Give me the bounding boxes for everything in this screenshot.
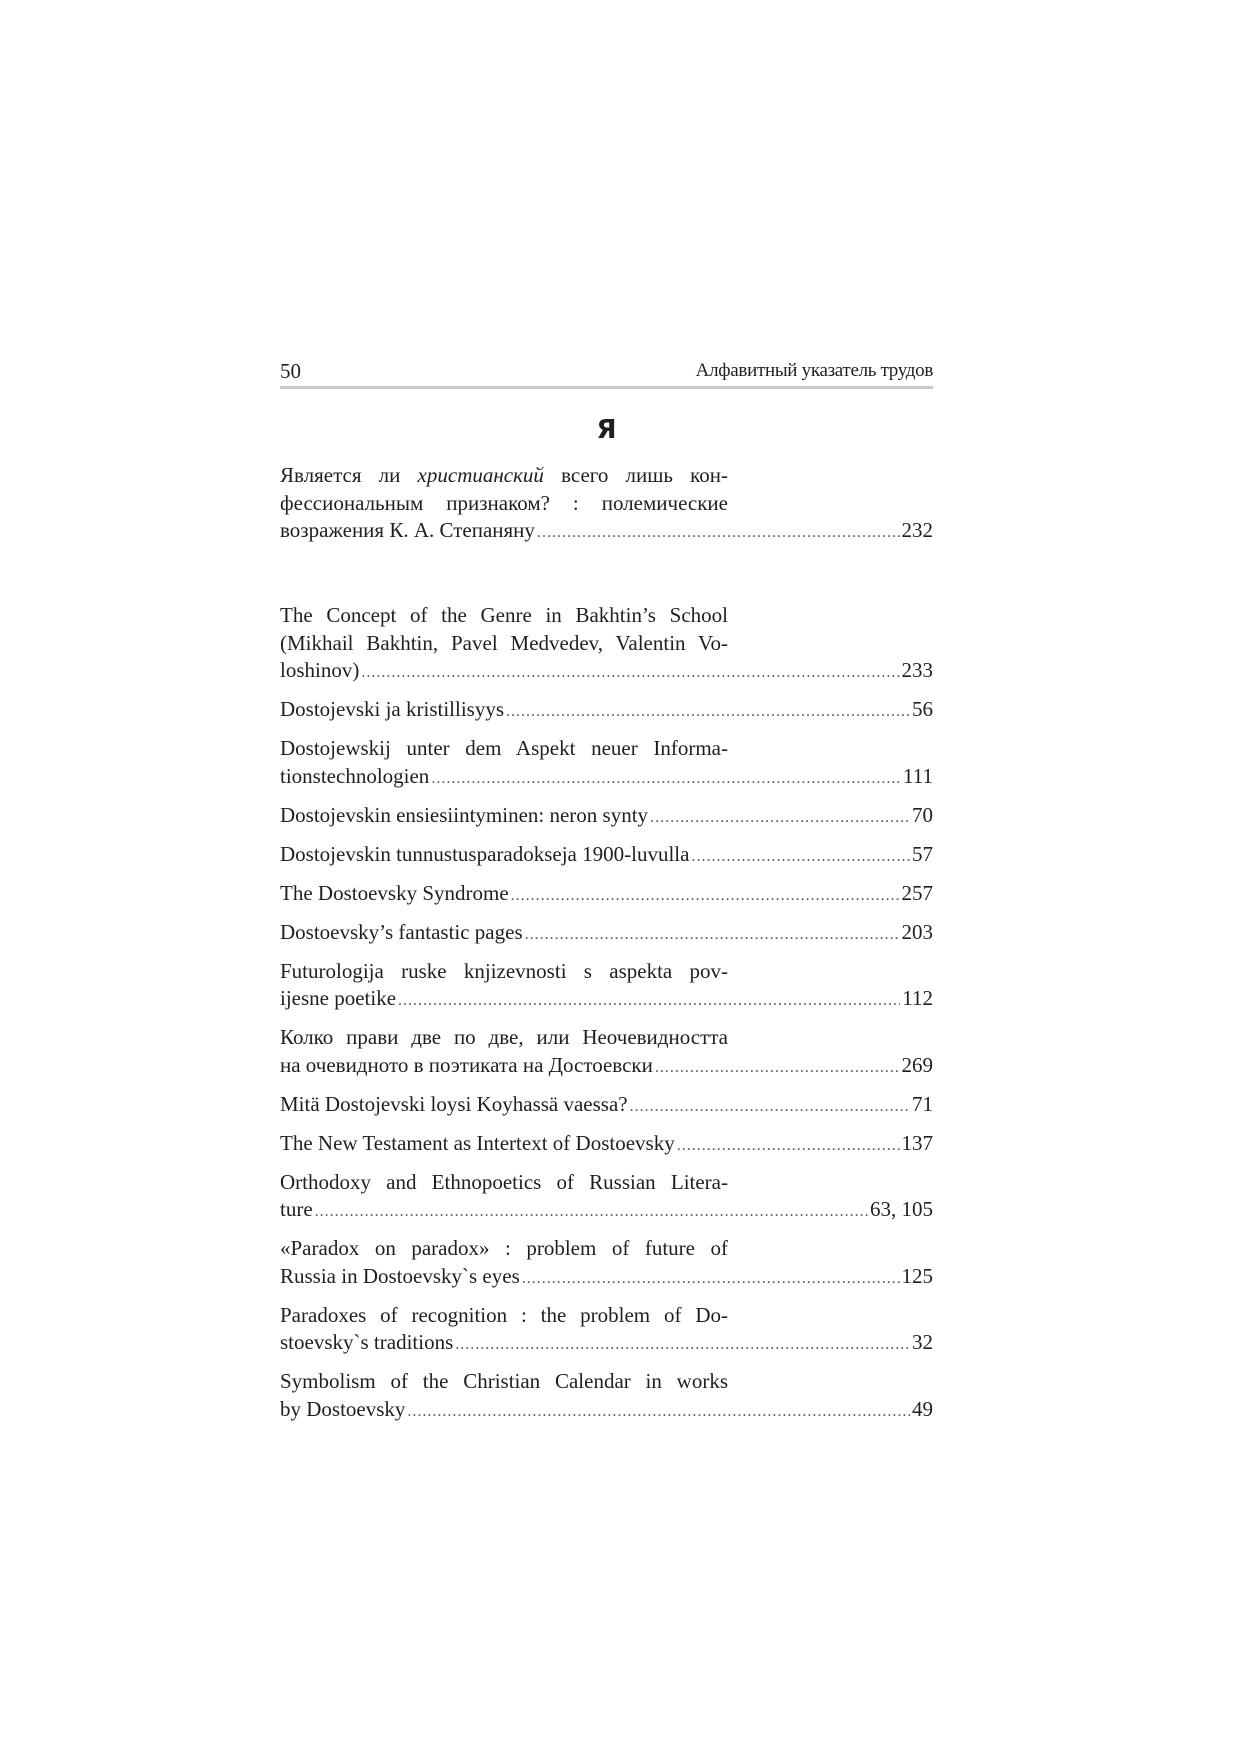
entry-title-line: «Paradox on paradox» : problem of future of [280, 1236, 728, 1260]
entry-page-reference: 49 [912, 1396, 933, 1421]
entry-title-text: by Dostoevsky [280, 1396, 406, 1421]
entry-page-reference: 56 [912, 697, 933, 721]
entry-final-line [280, 919, 933, 949]
index-entry [280, 696, 933, 726]
dot-leader [315, 1198, 868, 1226]
dot-leader [431, 765, 901, 793]
entry-page-reference: 111 [903, 763, 933, 788]
entry-title-text: The New Testament as Intertext of Dostoevsky [280, 1130, 675, 1155]
entry-final-line [280, 763, 933, 793]
entry-title-line: Dostojewskij unter dem Aspekt neuer Informa- [280, 736, 728, 760]
index-entry [280, 462, 933, 547]
index-entry [280, 1169, 933, 1226]
dot-leader [630, 1093, 910, 1121]
entry-title-line [280, 490, 728, 518]
entry-page-reference: 63, 105 [870, 1197, 933, 1221]
entry-final-line [280, 802, 933, 832]
header-rule [280, 386, 933, 389]
index-group-cyrillic [280, 462, 933, 556]
entry-final-line [280, 517, 933, 547]
index-entry [280, 1091, 933, 1121]
entry-title-text: Dostojevskin tunnustusparadokseja 1900-luvulla [280, 841, 690, 866]
dot-leader [455, 1331, 910, 1359]
index-entry [280, 880, 933, 910]
entry-page-reference: 232 [901, 518, 933, 542]
section-letter: Я [596, 415, 617, 445]
entry-final-line [280, 657, 933, 687]
entry-final-line [280, 1329, 933, 1359]
dot-leader [677, 1132, 900, 1160]
entry-title-text: Russia in Dostoevsky`s eyes [280, 1263, 520, 1288]
entry-title-text: ijesne poetike [280, 986, 397, 1010]
entry-page-reference: 125 [901, 1263, 933, 1288]
entry-final-line [280, 1091, 933, 1121]
entry-title-text: Mitä Dostojevski loysi Koyhassä vaessa? [280, 1091, 628, 1116]
index-entry [280, 1130, 933, 1160]
entry-title-text: всего лишь кон- [543, 463, 728, 487]
entry-title-text: на очевидното в поэтиката на Достоевски [280, 1052, 653, 1077]
entry-final-line [280, 1263, 933, 1293]
entry-page-reference: 57 [912, 841, 933, 866]
running-title: Алфавитный указатель трудов [695, 360, 933, 381]
entry-title-text: фессиональным признаком? : полемические [280, 490, 728, 515]
entry-final-line [280, 841, 933, 871]
entry-title-line: Paradoxes of recognition : the problem of Do- [280, 1302, 728, 1327]
index-group-latin [280, 602, 933, 1435]
entry-title-text: The Dostoevsky Syndrome [280, 880, 509, 905]
dot-leader [398, 987, 900, 1015]
entry-title-text: ture [280, 1197, 313, 1221]
index-entry [280, 958, 933, 1015]
entry-page-reference: 257 [901, 880, 933, 905]
entry-page-reference: 269 [901, 1052, 933, 1077]
entry-title-text: tionstechnologien [280, 763, 430, 788]
index-entry [280, 802, 933, 832]
page-number: 50 [280, 359, 301, 383]
index-entry [280, 735, 933, 792]
dot-leader [407, 1398, 910, 1426]
index-entry [280, 1302, 933, 1359]
dot-leader [537, 519, 900, 547]
entry-page-reference: 137 [901, 1130, 933, 1155]
entry-title-text: loshinov) [280, 658, 360, 682]
entry-title-line: Symbolism of the Christian Calendar in works [280, 1369, 728, 1393]
entry-title-line [280, 462, 728, 490]
dot-leader [525, 921, 900, 949]
dot-leader [506, 698, 910, 726]
index-entry [280, 1235, 933, 1292]
dot-leader [691, 843, 910, 871]
entry-title-line: (Mikhail Bakhtin, Pavel Medvedev, Valentin Vo- [280, 630, 728, 655]
entry-title-line: Futurologija ruske knjizevnosti s aspekta pov- [280, 958, 728, 983]
entry-title-line: Колко прави две по две, или Неочевидността [280, 1025, 728, 1049]
dot-leader [650, 804, 910, 832]
entry-title-text: Dostojevski ja kristillisyys [280, 697, 505, 721]
entry-page-reference: 32 [912, 1330, 933, 1354]
entry-final-line [280, 880, 933, 910]
index-entry [280, 841, 933, 871]
dot-leader [511, 882, 900, 910]
entry-page-reference: 112 [902, 986, 933, 1010]
index-entry [280, 919, 933, 949]
entry-final-line [280, 1130, 933, 1160]
entry-page-reference: 233 [901, 658, 933, 682]
entry-page-reference: 203 [901, 919, 933, 944]
entry-page-reference: 71 [912, 1091, 933, 1116]
entry-page-reference: 70 [912, 802, 933, 827]
entry-final-line [280, 696, 933, 726]
entry-final-line [280, 1196, 933, 1226]
entry-final-line [280, 1396, 933, 1426]
dot-leader [361, 659, 899, 687]
entry-title-text: Dostojevskin ensiesiintyminen: neron synty [280, 802, 649, 827]
entry-title-line: Orthodoxy and Ethnopoetics of Russian Litera- [280, 1169, 728, 1194]
entry-title-text: stoevsky`s traditions [280, 1330, 454, 1354]
entry-final-line [280, 1052, 933, 1082]
entry-title-emphasis: христианский [417, 463, 544, 487]
index-entry [280, 602, 933, 687]
index-entry [280, 1024, 933, 1081]
entry-title-text: Dostoevsky’s fantastic pages [280, 919, 523, 944]
index-entry [280, 1368, 933, 1425]
dot-leader [522, 1265, 900, 1293]
entry-final-line [280, 985, 933, 1015]
entry-title-text: возражения К. А. Степаняну [280, 518, 535, 542]
dot-leader [655, 1054, 900, 1082]
entry-title-text: Является ли [280, 463, 418, 487]
entry-title-line: The Concept of the Genre in Bakhtin’s School [280, 603, 728, 627]
page-header [280, 356, 933, 386]
